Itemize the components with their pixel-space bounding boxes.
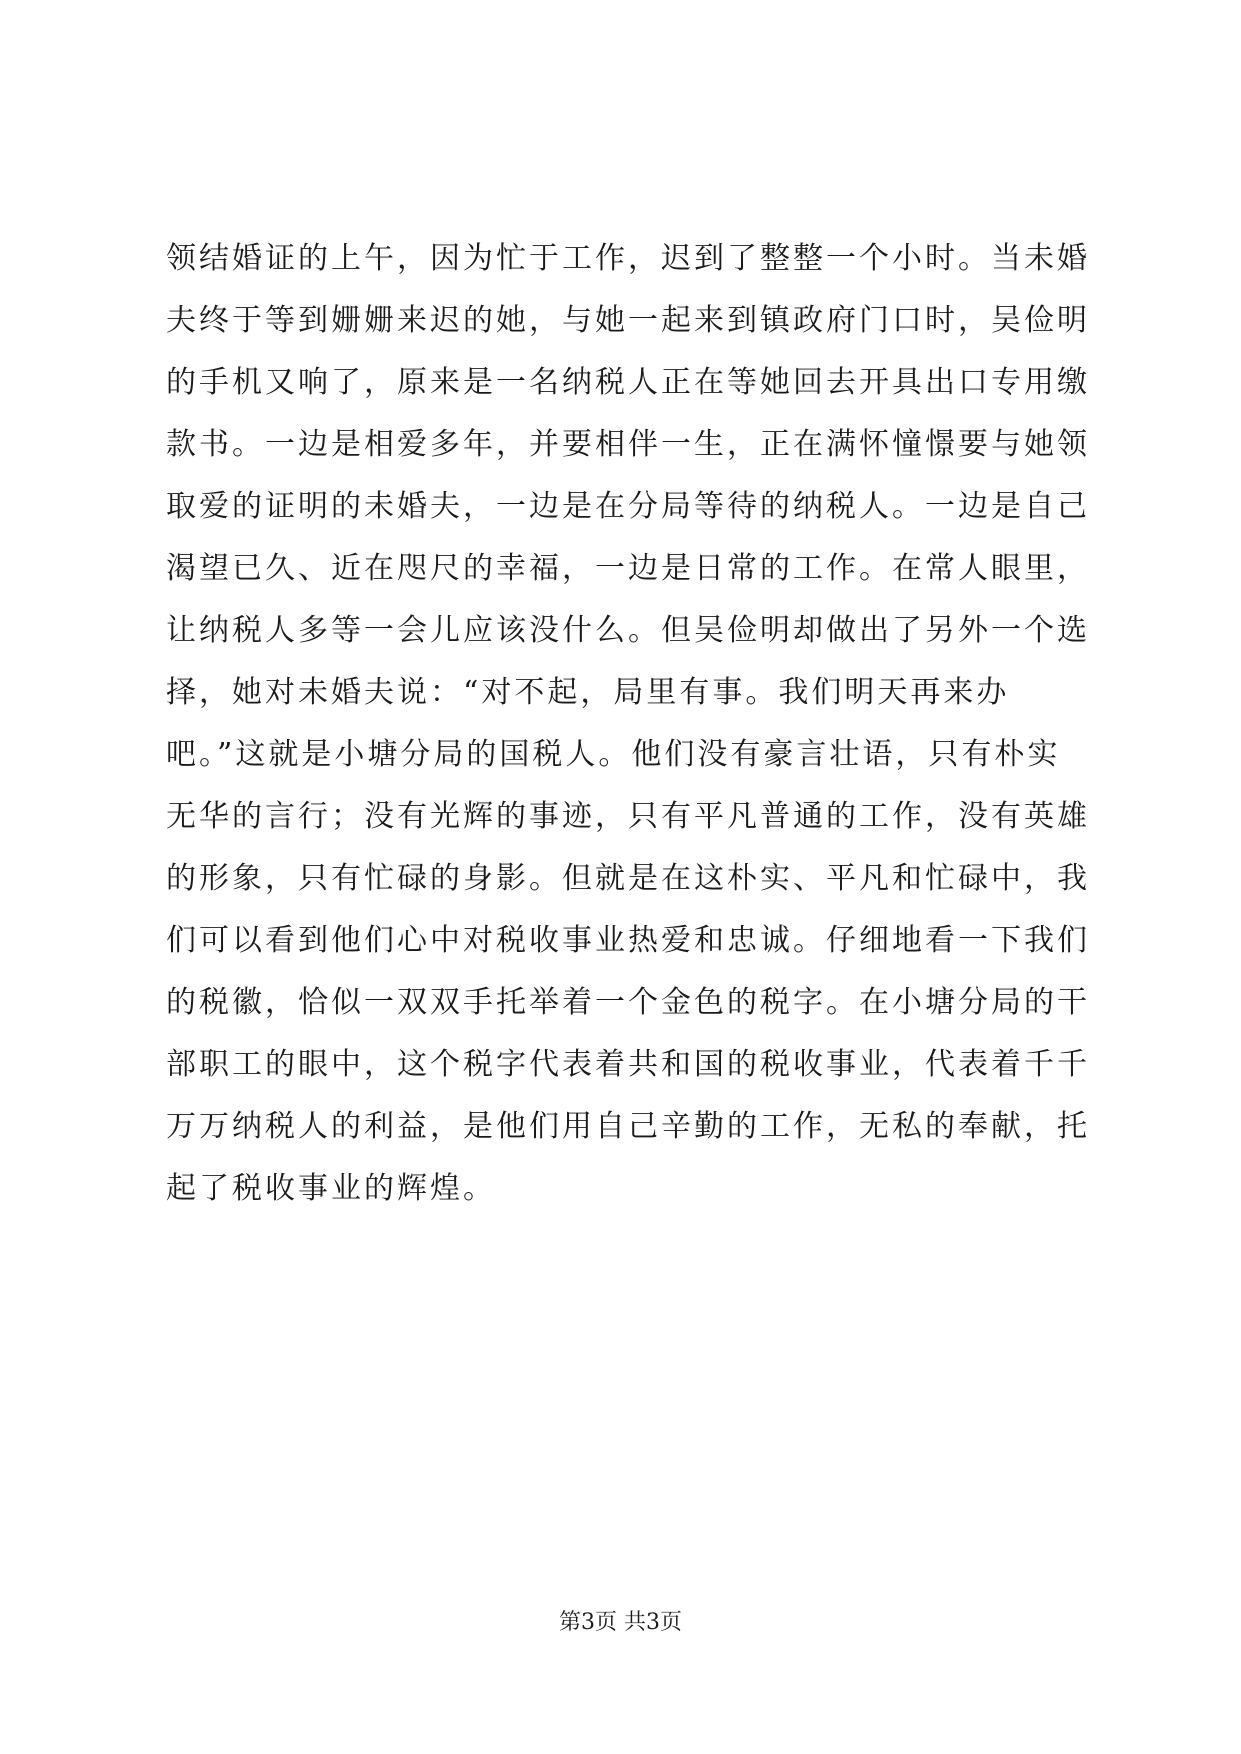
- paragraph-line: 夫终于等到姗姗来迟的她，与她一起来到镇政府门口时，吴俭明: [166, 303, 1090, 338]
- paragraph-line: 们可以看到他们心中对税收事业热爱和忠诚。仔细地看一下我们: [166, 923, 1090, 958]
- body-paragraph: [166, 228, 1090, 1220]
- paragraph-line: 吧。”这就是小塘分局的国税人。他们没有豪言壮语，只有朴实: [166, 737, 1061, 772]
- paragraph-line: 领结婚证的上午，因为忙于工作，迟到了整整一个小时。当未婚: [166, 241, 1090, 276]
- paragraph-line: 起了税收事业的辉煌。: [166, 1171, 496, 1206]
- paragraph-line: 取爱的证明的未婚夫，一边是在分局等待的纳税人。一边是自己: [166, 489, 1090, 524]
- paragraph-line: 让纳税人多等一会儿应该没什么。但吴俭明却做出了另外一个选: [166, 613, 1090, 648]
- paragraph-line: 款书。一边是相爱多年，并要相伴一生，正在满怀憧憬要与她领: [166, 427, 1090, 462]
- paragraph-line: 择，她对未婚夫说：“对不起，局里有事。我们明天再来办: [166, 675, 1010, 710]
- paragraph-line: 无华的言行；没有光辉的事迹，只有平凡普通的工作，没有英雄: [166, 799, 1090, 834]
- paragraph-line: 渴望已久、近在咫尺的幸福，一边是日常的工作。在常人眼里，: [166, 551, 1090, 586]
- page-footer: 第3页 共3页: [559, 1610, 682, 1635]
- paragraph-line: 的手机又响了，原来是一名纳税人正在等她回去开具出口专用缴: [166, 365, 1090, 400]
- paragraph-line: 的税徽，恰似一双双手托举着一个金色的税字。在小塘分局的干: [166, 985, 1090, 1020]
- paragraph-line: 万万纳税人的利益，是他们用自己辛勤的工作，无私的奉献，托: [166, 1109, 1090, 1144]
- paragraph-line: 部职工的眼中，这个税字代表着共和国的税收事业，代表着千千: [166, 1047, 1090, 1082]
- paragraph-line: 的形象，只有忙碌的身影。但就是在这朴实、平凡和忙碌中，我: [166, 861, 1090, 896]
